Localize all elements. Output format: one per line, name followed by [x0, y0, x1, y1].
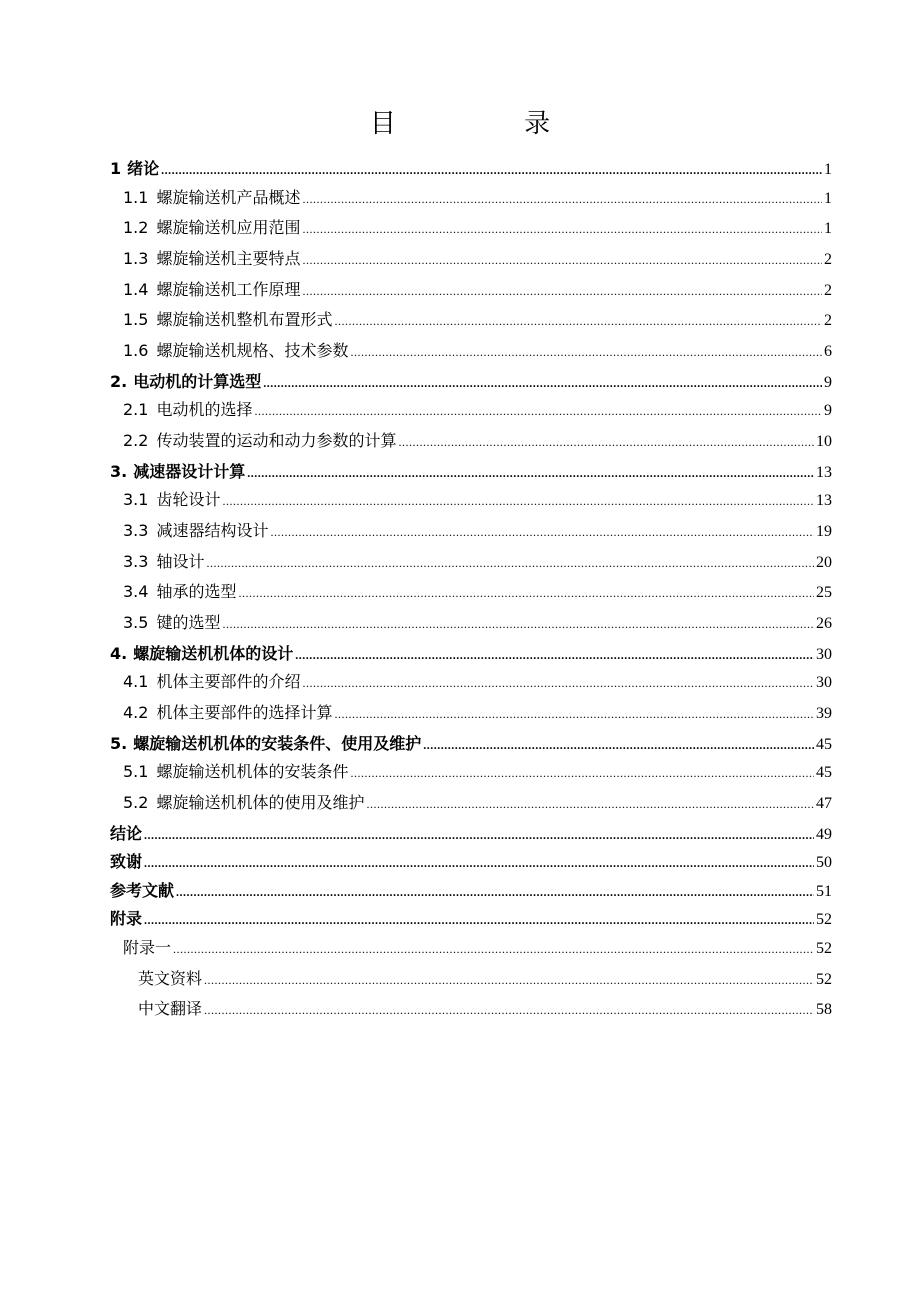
- toc-entry-label: 结论: [110, 823, 143, 843]
- toc-entry-number: 1: [110, 159, 122, 178]
- toc-entry[interactable]: [110, 700, 832, 731]
- toc-entry-label: 传动装置的运动和动力参数的计算: [156, 431, 397, 450]
- toc-entry-number: 2.2: [123, 431, 149, 450]
- toc-entry-label: 中文翻译: [138, 999, 203, 1019]
- toc-entry-label: 螺旋输送机整机布置形式: [156, 310, 333, 330]
- toc-dot-leader: [302, 676, 814, 691]
- toc-entry-page-number: 26: [816, 615, 832, 633]
- toc-dot-leader: [144, 913, 814, 928]
- toc-entry-number: 3.1: [123, 490, 149, 510]
- toc-entry-page-number: 45: [816, 735, 832, 753]
- toc-entry-label: 英文资料: [138, 968, 203, 988]
- toc-entry-page-number: 25: [816, 584, 832, 602]
- toc-entry[interactable]: [110, 966, 832, 997]
- toc-entry[interactable]: [110, 790, 832, 821]
- toc-entry-page-number: 58: [816, 1001, 832, 1019]
- toc-entry[interactable]: [110, 215, 832, 246]
- toc-entry-number: 5.: [110, 733, 128, 753]
- toc-dot-leader: [206, 556, 814, 571]
- toc-entry-label: 齿轮设计: [156, 490, 221, 510]
- toc-entry-label: 绪论: [127, 159, 160, 178]
- toc-entry-page-number: 2: [824, 312, 832, 330]
- toc-entry-number: 5.1: [123, 762, 149, 782]
- toc-entry-page-number: 49: [816, 825, 832, 843]
- toc-entry[interactable]: [110, 518, 832, 549]
- toc-entry-page-number: 52: [816, 911, 832, 929]
- toc-entry-page-number: 2: [824, 281, 832, 299]
- toc-entry-page-number: 9: [824, 402, 832, 420]
- toc-entry-page-number: 45: [816, 764, 832, 782]
- toc-entry-label: 附录一: [123, 938, 172, 958]
- toc-entry-label: 附录: [110, 909, 143, 929]
- toc-entry[interactable]: [110, 849, 832, 878]
- toc-entry[interactable]: [110, 185, 832, 216]
- toc-dot-leader: [144, 856, 814, 871]
- toc-entry[interactable]: [110, 277, 832, 308]
- toc-entry-label: 机体主要部件的选择计算: [156, 703, 333, 722]
- toc-entry[interactable]: [110, 307, 832, 338]
- toc-dot-leader: [204, 973, 814, 988]
- toc-entry[interactable]: [110, 369, 832, 398]
- toc-entry-label: 轴承的选型: [156, 582, 237, 602]
- toc-entry-number: 3.5: [123, 613, 149, 633]
- toc-entry-label: 参考文献: [110, 880, 175, 900]
- toc-entry-page-number: 20: [816, 553, 832, 571]
- toc-entry-number: 3.3: [123, 520, 149, 540]
- toc-entry-number: 1.1: [123, 187, 149, 207]
- toc-dot-leader: [144, 828, 814, 843]
- toc-dot-leader: [350, 766, 814, 781]
- toc-dot-leader: [423, 738, 814, 753]
- toc-dot-leader: [398, 435, 814, 450]
- toc-dot-leader: [295, 648, 814, 663]
- toc-entry[interactable]: [110, 397, 832, 428]
- toc-dot-leader: [222, 494, 814, 509]
- toc-entry-number: 1.3: [123, 248, 149, 268]
- toc-entry-number: 4.: [110, 643, 128, 663]
- toc-entry-page-number: 6: [824, 343, 832, 361]
- toc-entry-label: 螺旋输送机产品概述: [156, 187, 301, 207]
- toc-dot-leader: [270, 525, 814, 540]
- toc-entry-label: 螺旋输送机机体的设计: [133, 643, 294, 663]
- toc-entry-number: 3.4: [123, 582, 149, 602]
- toc-dot-leader: [204, 1003, 814, 1018]
- toc-entry[interactable]: [110, 487, 832, 518]
- toc-dot-leader: [334, 314, 822, 329]
- toc-entry[interactable]: [110, 996, 832, 1027]
- toc-title: 目 录: [369, 109, 611, 139]
- toc-entry-label: 致谢: [110, 852, 143, 872]
- toc-entry-number: 2.1: [123, 400, 149, 420]
- toc-dot-leader: [334, 707, 814, 722]
- toc-entry-number: 2.: [110, 371, 128, 391]
- toc-dot-leader: [302, 222, 822, 237]
- toc-entry-page-number: 50: [816, 854, 832, 872]
- toc-entry[interactable]: [110, 428, 832, 459]
- toc-dot-leader: [176, 885, 814, 900]
- toc-entry-number: 1.4: [123, 279, 149, 299]
- toc-entry-label: 电动机的选择: [156, 400, 253, 420]
- toc-entry-number: 4.2: [123, 703, 149, 722]
- toc-entry-page-number: 1: [824, 189, 832, 207]
- toc-entry-label: 螺旋输送机主要特点: [156, 248, 301, 268]
- toc-entry-page-number: 2: [824, 250, 832, 268]
- toc-entry-page-number: 10: [816, 433, 832, 450]
- toc-entry-label: 螺旋输送机机体的安装条件: [156, 762, 349, 782]
- toc-entry[interactable]: [110, 821, 832, 850]
- toc-entry[interactable]: [110, 156, 832, 185]
- toc-entry-label: 螺旋输送机规格、技术参数: [156, 341, 349, 361]
- toc-entry-page-number: 39: [816, 705, 832, 722]
- toc-dot-leader: [161, 163, 822, 178]
- toc-entry-page-number: 47: [816, 794, 832, 812]
- toc-entry-label: 螺旋输送机机体的安装条件、使用及维护: [133, 733, 422, 753]
- toc-entry-page-number: 13: [816, 492, 832, 510]
- toc-dot-leader: [366, 797, 814, 812]
- toc-entry-label: 键的选型: [156, 613, 221, 633]
- toc-entry[interactable]: [110, 459, 832, 488]
- toc-entry-page-number: 19: [816, 522, 832, 540]
- toc-entry-page-number: 52: [816, 970, 832, 988]
- toc-entry-page-number: 30: [816, 674, 832, 692]
- toc-entry-page-number: 1: [824, 161, 832, 178]
- toc-dot-leader: [302, 192, 822, 207]
- toc-entry-page-number: 52: [816, 940, 832, 958]
- toc-entry-number: 3.3: [123, 551, 149, 571]
- toc-entry[interactable]: [110, 641, 832, 670]
- toc-entry[interactable]: [110, 579, 832, 610]
- toc-entry-number: 1.6: [123, 341, 149, 361]
- toc-entry[interactable]: [110, 906, 832, 935]
- toc-entry-label: 螺旋输送机机体的使用及维护: [156, 792, 365, 812]
- toc-entry-number: 4.1: [123, 672, 149, 692]
- toc-dot-leader: [222, 617, 814, 632]
- toc-dot-leader: [247, 466, 814, 481]
- toc-entry[interactable]: [110, 610, 832, 641]
- toc-entry-label: 轴设计: [156, 551, 205, 571]
- toc-entry[interactable]: [110, 935, 832, 966]
- toc-entry[interactable]: [110, 731, 832, 760]
- toc-dot-leader: [173, 942, 814, 957]
- toc-entry-page-number: 13: [816, 463, 832, 481]
- toc-entry[interactable]: [110, 549, 832, 580]
- toc-entry-page-number: 9: [824, 373, 832, 391]
- toc-entry-label: 减速器设计计算: [133, 461, 246, 481]
- toc-dot-leader: [238, 586, 814, 601]
- toc-entry-label: 电动机的计算选型: [133, 371, 262, 391]
- toc-dot-leader: [254, 404, 822, 419]
- table-of-contents: [110, 156, 832, 1027]
- toc-entry-number: 3.: [110, 461, 128, 481]
- toc-entry[interactable]: [110, 246, 832, 277]
- toc-entry[interactable]: [110, 759, 832, 790]
- toc-entry-label: 机体主要部件的介绍: [156, 672, 301, 692]
- toc-entry-number: 5.2: [123, 792, 149, 812]
- toc-entry-label: 螺旋输送机应用范围: [156, 218, 301, 238]
- toc-entry-page-number: 51: [816, 882, 832, 900]
- toc-dot-leader: [350, 345, 822, 360]
- toc-entry-page-number: 30: [816, 645, 832, 663]
- toc-entry[interactable]: [110, 669, 832, 700]
- toc-entry-page-number: 1: [824, 220, 832, 238]
- toc-entry-number: 1.5: [123, 310, 149, 330]
- toc-entry-number: 1.2: [123, 218, 149, 238]
- toc-entry-label: 螺旋输送机工作原理: [156, 279, 301, 299]
- toc-entry-label: 减速器结构设计: [156, 520, 269, 540]
- toc-dot-leader: [302, 253, 822, 268]
- toc-entry[interactable]: [110, 878, 832, 907]
- toc-dot-leader: [302, 284, 822, 299]
- toc-dot-leader: [263, 376, 822, 391]
- toc-entry[interactable]: [110, 338, 832, 369]
